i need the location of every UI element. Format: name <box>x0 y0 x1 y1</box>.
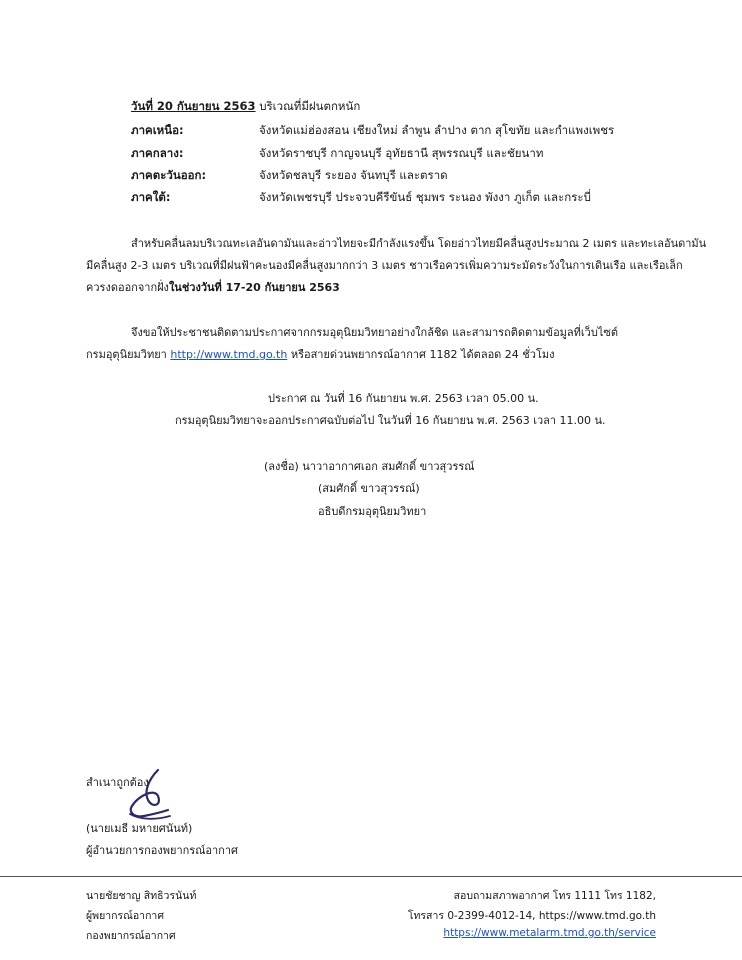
region-label-north: ภาคเหนือ: <box>131 123 184 137</box>
footer-right-line-3 <box>443 927 656 939</box>
announcement-next: กรมอุตุนิยมวิทยาจะออกประกาศฉบับต่อไป ในวันที่ 16 กันยายน พ.ศ. 2563 เวลา 11.00 น. <box>175 414 606 427</box>
follow-line-2 <box>86 345 554 363</box>
footer-left-line-3: กองพยากรณ์อากาศ <box>86 930 176 942</box>
signatory-signed: (ลงชื่อ) นาวาอากาศเอก สมศักดิ์ ขาวสุวรรณ์ <box>264 460 475 473</box>
wave-line-1: สำหรับคลื่นลมบริเวณทะเลอันดามันและอ่าวไทยจะมีกำลังแรงขึ้น โดยอ่าวไทยมีคลื่นสูงประมาณ 2 เมตร และทะเลอันดามัน <box>131 237 707 250</box>
announcement-issued: ประกาศ ณ วันที่ 16 กันยายน พ.ศ. 2563 เวลา 05.00 น. <box>268 392 539 405</box>
handwritten-signature <box>118 766 178 824</box>
rain-heading <box>131 98 360 116</box>
tmd-website-link[interactable]: http://www.tmd.go.th <box>170 348 288 361</box>
region-label-south: ภาคใต้: <box>131 190 171 204</box>
footer-right-line-1: สอบถามสภาพอากาศ โทร 1111 โทร 1182, <box>453 890 656 902</box>
follow-line-2-prefix: กรมอุตุนิยมวิทยา <box>86 348 171 361</box>
follow-line-1: จึงขอให้ประชาชนติดตามประกาศจากกรมอุตุนิยมวิทยาอย่างใกล้ชิด และสามารถติดตามข้อมูลที่เว็บไซต์ <box>131 326 618 339</box>
rain-heading-date: วันที่ 20 กันยายน 2563 <box>131 99 256 113</box>
region-provinces-central: จังหวัดราชบุรี กาญจนบุรี อุทัยธานี สุพรรณบุรี และชัยนาท <box>259 146 544 160</box>
footer-right-line-2: โทรสาร 0-2399-4012-14, https://www.tmd.go.th <box>407 910 656 922</box>
wave-line-2: มีคลื่นสูง 2-3 เมตร บริเวณที่มีฝนฟ้าคะนองมีคลื่นสูงมากกว่า 3 เมตร ชาวเรือควรเพิ่มความระมัดระวังในการเดินเรือ และเรือเล็ก <box>86 259 683 272</box>
signatory-title: อธิบดีกรมอุตุนิยมวิทยา <box>318 505 427 518</box>
region-provinces-south: จังหวัดเพชรบุรี ประจวบคีรีขันธ์ ชุมพร ระนอง พังงา ภูเก็ต และกระบี่ <box>259 190 591 204</box>
copy-certified-name: (นายเมธี มหายศนันท์) <box>86 822 193 835</box>
follow-line-2-suffix: หรือสายด่วนพยากรณ์อากาศ 1182 ได้ตลอด 24 ชั่วโมง <box>287 348 555 361</box>
footer-left-line-1: นายชัยชาญ สิทธิวรนันท์ <box>86 890 197 902</box>
copy-certified-position: ผู้อำนวยการกองพยากรณ์อากาศ <box>86 844 239 857</box>
footer-divider <box>0 876 742 877</box>
region-provinces-east: จังหวัดชลบุรี ระยอง จันทบุรี และตราด <box>259 168 448 182</box>
wave-line-3-bold: ในช่วงวันที่ 17-20 กันยายน 2563 <box>168 281 340 294</box>
region-label-central: ภาคกลาง: <box>131 146 184 160</box>
signatory-name: (สมศักดิ์ ขาวสุวรรณ์) <box>318 482 420 495</box>
metalarm-service-link[interactable]: https://www.metalarm.tmd.go.th/service <box>443 927 656 939</box>
wave-line-3-prefix: ควรงดออกจากฝั่ง <box>86 281 169 294</box>
wave-line-3 <box>86 278 340 296</box>
region-provinces-north: จังหวัดแม่ฮ่องสอน เชียงใหม่ ลำพูน ลำปาง ตาก สุโขทัย และกำแพงเพชร <box>259 123 615 137</box>
region-label-east: ภาคตะวันออก: <box>131 168 207 182</box>
rain-heading-suffix: บริเวณที่มีฝนตกหนัก <box>255 99 361 113</box>
footer-left-line-2: ผู้พยากรณ์อากาศ <box>86 910 164 922</box>
copy-certified-label: สำเนาถูกต้อง <box>86 776 149 789</box>
